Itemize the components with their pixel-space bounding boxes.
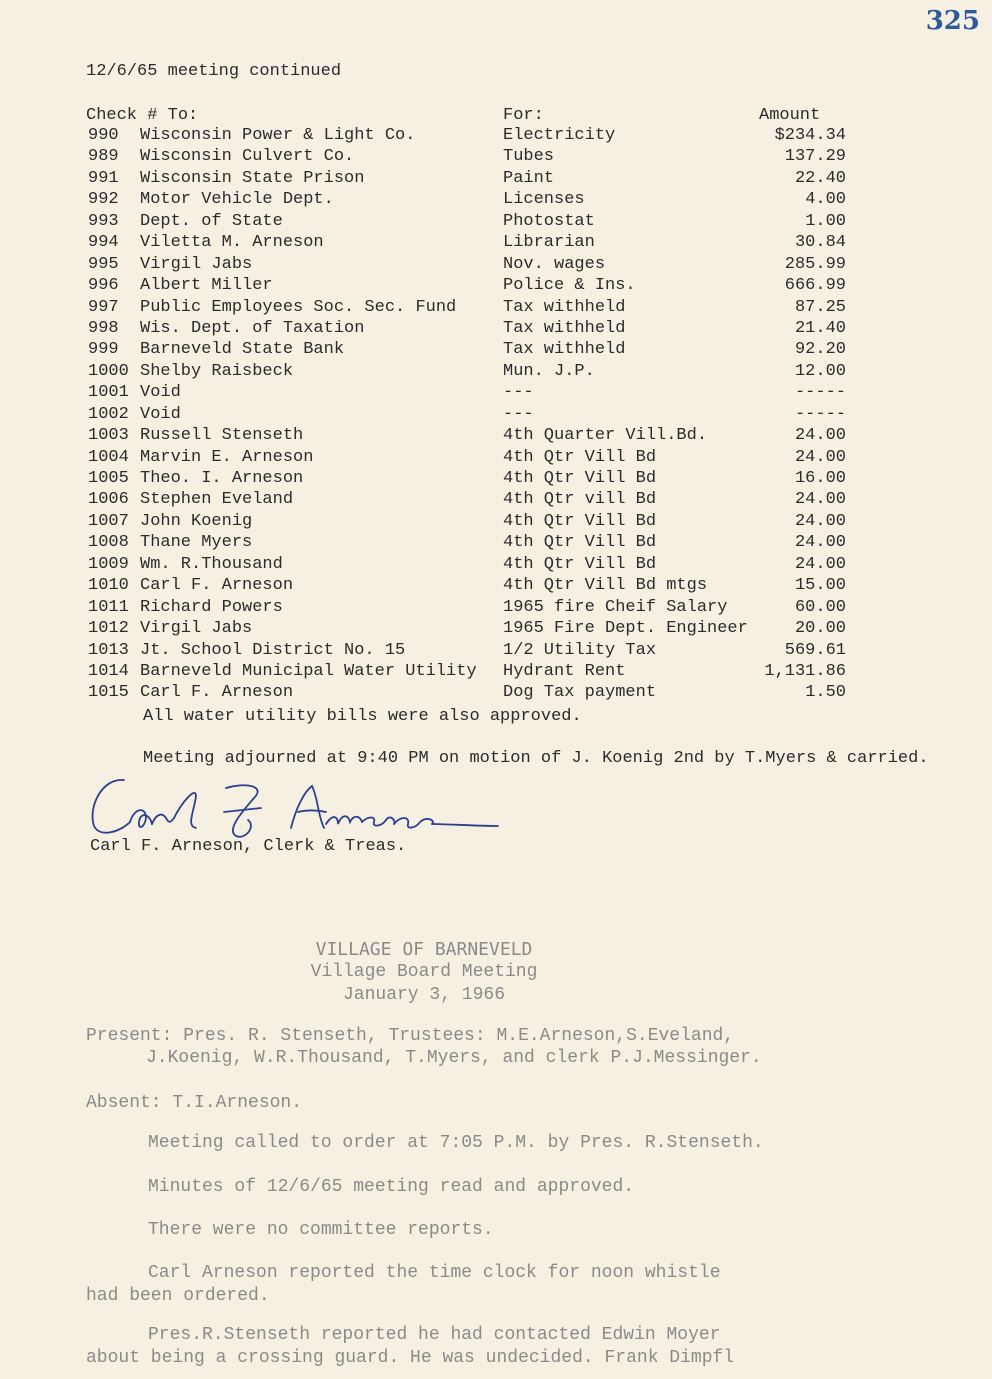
check-payee: Marvin E. Arneson [140,447,314,467]
check-purpose: 4th Quarter Vill.Bd. [503,426,708,446]
check-purpose: Tax withheld [503,318,626,338]
check-amount: 92.20 [794,340,846,360]
called-to-order: Meeting called to order at 7:05 P.M. by Pres. R.Stenseth. [148,1133,764,1153]
check-purpose: Hydrant Rent [503,661,626,681]
meeting-title-block [285,938,563,1007]
check-row [0,169,992,190]
check-payee: Carl F. Arneson [140,576,294,596]
check-purpose: Tax withheld [503,340,626,360]
check-number: 1007 [88,511,129,531]
signature-svg [86,768,506,848]
check-row [0,490,992,511]
check-payee: Theo. I. Arneson [140,469,304,488]
check-number: 1015 [88,683,129,703]
check-payee: Public Employees Soc. Sec. Fund [140,297,457,317]
check-amount: 20.00 [794,619,846,639]
check-purpose: Photostat [503,211,595,231]
check-purpose: 4th Qtr Vill Bd [503,554,657,574]
check-row [0,298,992,319]
check-row [0,233,992,254]
check-purpose: 4th Qtr Vill Bd [503,447,657,467]
check-amount: ----- [794,404,846,424]
check-number: 992 [88,190,119,210]
check-number: 1013 [88,640,129,660]
check-number: 1002 [88,404,129,424]
check-number: 995 [88,254,119,274]
check-number: 989 [88,147,119,167]
check-amount: 1.50 [805,683,846,703]
check-purpose: Tax withheld [503,297,626,317]
check-payee: Russell Stenseth [140,426,304,446]
check-row [0,683,992,704]
check-row [0,469,992,490]
check-payee: Jt. School District No. 15 [140,640,406,660]
check-number: 1000 [88,361,129,381]
check-amount: 87.25 [794,297,846,317]
check-row [0,319,992,340]
check-amount: 569.61 [784,640,846,660]
check-column-header: Check # To: [86,106,199,125]
check-payee: Void [140,383,181,403]
check-number: 999 [88,340,119,360]
check-purpose: Librarian [503,233,595,253]
check-number: 1005 [88,469,129,488]
present-line-2: J.Koenig, W.R.Thousand, T.Myers, and clerk P.J.Messinger. [146,1048,762,1068]
adjournment-line: Meeting adjourned at 9:40 PM on motion of J. Koenig 2nd by T.Myers & carried. [143,749,929,768]
check-number: 1009 [88,554,129,574]
check-payee: Motor Vehicle Dept. [140,190,334,210]
check-amount: 666.99 [784,276,846,296]
check-payee: Thane Myers [140,533,253,553]
check-purpose: Tubes [503,147,555,167]
check-purpose: 1965 fire Cheif Salary [503,597,728,617]
check-number: 997 [88,297,119,317]
check-number: 1012 [88,619,129,639]
check-row [0,619,992,640]
check-purpose: 4th Qtr vill Bd [503,490,657,510]
village-title: VILLAGE OF BARNEVELD [315,939,533,960]
check-number: 993 [88,211,119,231]
check-row [0,255,992,276]
check-amount: 22.40 [794,168,846,188]
check-number: 991 [88,168,119,188]
check-payee: Dept. of State [140,211,283,231]
continuation-header: 12/6/65 meeting continued [86,62,342,81]
check-payee: Viletta M. Arneson [140,233,324,253]
check-payee: Barneveld State Bank [140,340,345,360]
check-payee: Stephen Eveland [140,490,294,510]
check-row [0,512,992,533]
check-row [0,147,992,168]
amount-column-header: Amount [759,106,821,125]
check-payee: Wisconsin Power & Light Co. [140,126,416,145]
check-number: 1006 [88,490,129,510]
check-row [0,448,992,469]
check-row [0,598,992,619]
check-row [0,190,992,211]
check-payee: Virgil Jabs [140,619,253,639]
check-amount: 1,131.86 [764,661,846,681]
check-amount: 24.00 [794,511,846,531]
check-row [0,126,992,147]
check-payee: Carl F. Arneson [140,683,294,703]
checks-ledger [0,126,992,705]
check-purpose: 1/2 Utility Tax [503,640,657,660]
check-number: 1014 [88,661,129,681]
approval-note: All water utility bills were also approved. [143,707,582,726]
check-row [0,555,992,576]
check-number: 1010 [88,576,129,596]
check-amount: 4.00 [805,190,846,210]
check-purpose: Dog Tax payment [503,683,657,703]
check-purpose: 4th Qtr Vill Bd [503,533,657,553]
check-amount: 24.00 [794,426,846,446]
absent-line: Absent: T.I.Arneson. [86,1093,303,1113]
check-amount: 30.84 [794,233,846,253]
committee-reports: There were no committee reports. [148,1220,494,1240]
check-row [0,383,992,404]
page-number: 325 [925,6,980,36]
check-payee: Barneveld Municipal Water Utility [140,661,477,681]
check-amount: 21.40 [794,318,846,338]
check-payee: Wisconsin Culvert Co. [140,147,355,167]
check-number: 1004 [88,447,129,467]
time-clock-line-2: had been ordered. [86,1286,270,1306]
check-payee: Virgil Jabs [140,254,253,274]
check-amount: 1.00 [805,211,846,231]
check-purpose: --- [503,383,534,403]
check-amount: 12.00 [794,361,846,381]
check-payee: Albert Miller [140,276,273,296]
check-purpose: 4th Qtr Vill Bd [503,469,657,488]
check-payee: Richard Powers [140,597,283,617]
check-row [0,276,992,297]
check-amount: 24.00 [794,554,846,574]
check-amount: 24.00 [794,533,846,553]
board-meeting-title: Village Board Meeting [310,962,538,982]
check-amount: 137.29 [784,147,846,167]
check-purpose: Mun. J.P. [503,361,595,381]
check-number: 998 [88,318,119,338]
check-number: 990 [88,126,119,145]
check-number: 1001 [88,383,129,403]
check-purpose: 1965 Fire Dept. Engineer [503,619,748,639]
crossing-guard-line-1: Pres.R.Stenseth reported he had contacted Edwin Moyer [148,1325,721,1345]
check-amount: $234.34 [774,126,846,145]
signature-caption: Carl F. Arneson, Clerk & Treas. [90,837,407,856]
check-row [0,426,992,447]
check-purpose: --- [503,404,534,424]
check-row [0,641,992,662]
check-row [0,340,992,361]
column-headers [86,106,866,128]
check-amount: 24.00 [794,490,846,510]
check-amount: ----- [794,383,846,403]
check-amount: 16.00 [794,469,846,488]
check-payee: Wisconsin State Prison [140,168,365,188]
check-payee: Wm. R.Thousand [140,554,283,574]
check-purpose: Nov. wages [503,254,606,274]
check-number: 1008 [88,533,129,553]
check-row [0,212,992,233]
check-number: 996 [88,276,119,296]
check-payee: Shelby Raisbeck [140,361,294,381]
minutes-approved: Minutes of 12/6/65 meeting read and approved. [148,1177,635,1197]
check-row [0,576,992,597]
check-amount: 285.99 [784,254,846,274]
check-purpose: 4th Qtr Vill Bd [503,511,657,531]
check-payee: Wis. Dept. of Taxation [140,318,365,338]
check-number: 1011 [88,597,129,617]
check-purpose: 4th Qtr Vill Bd mtgs [503,576,708,596]
check-payee: Void [140,404,181,424]
check-amount: 24.00 [794,447,846,467]
crossing-guard-line-2: about being a crossing guard. He was undecided. Frank Dimpfl [86,1348,735,1368]
time-clock-line-1: Carl Arneson reported the time clock for noon whistle [148,1263,721,1283]
check-row [0,533,992,554]
check-purpose: Paint [503,168,555,188]
check-number: 1003 [88,426,129,446]
for-column-header: For: [503,106,544,125]
meeting-date: January 3, 1966 [342,985,506,1005]
check-purpose: Electricity [503,126,616,145]
check-row [0,662,992,683]
check-amount: 60.00 [794,597,846,617]
check-number: 994 [88,233,119,253]
check-purpose: Licenses [503,190,585,210]
check-purpose: Police & Ins. [503,276,636,296]
check-row [0,362,992,383]
check-payee: John Koenig [140,511,253,531]
check-amount: 15.00 [794,576,846,596]
present-line-1: Present: Pres. R. Stenseth, Trustees: M.E.Arneson,S.Eveland, [86,1026,735,1046]
check-row [0,405,992,426]
